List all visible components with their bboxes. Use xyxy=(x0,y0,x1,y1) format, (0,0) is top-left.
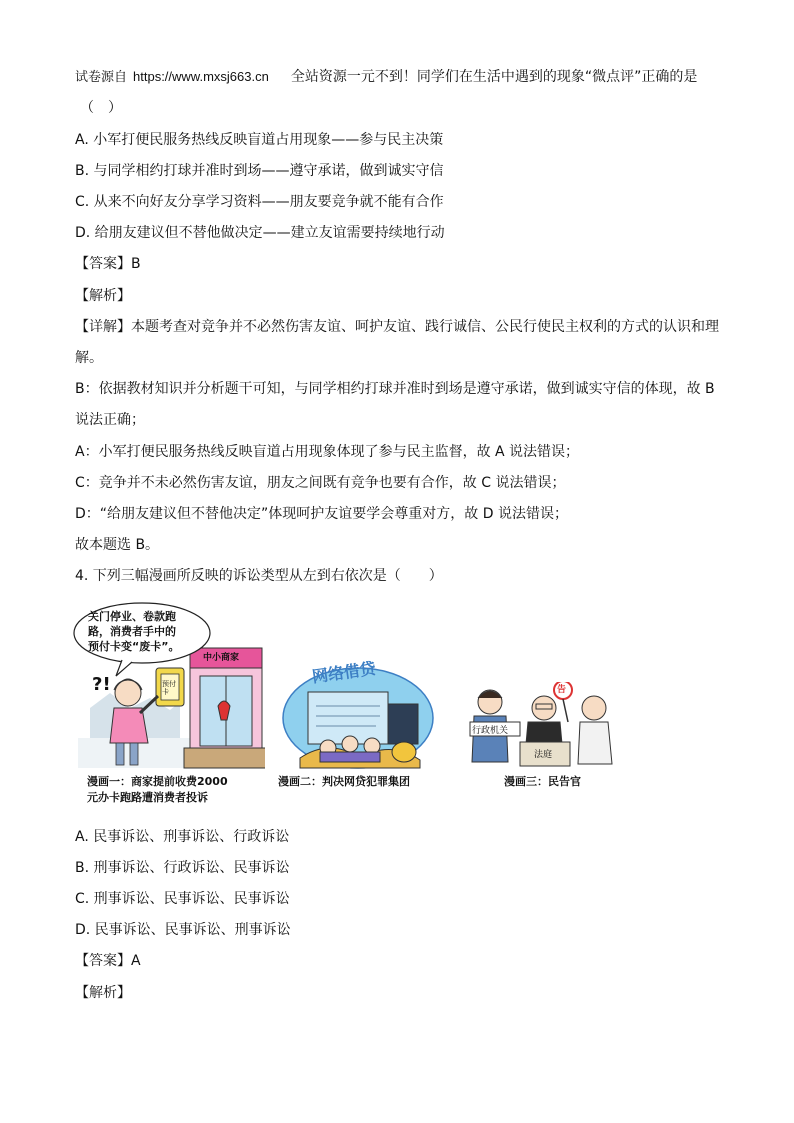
q4-option-c: C. 刑事诉讼、民事诉讼、民事诉讼 xyxy=(75,891,290,907)
comic-one xyxy=(70,598,265,773)
comic-one-bubble-line-2: 路，消费者手中的 xyxy=(88,625,176,638)
comic-one-bubble-line-3: 预付卡变“废卡”。 xyxy=(88,640,180,653)
q3-explain-c: C：竞争并不未必然伤害友谊，朋友之间既有竞争也要有合作，故 C 说法错误； xyxy=(75,475,566,491)
q3-detail-line-2: 解。 xyxy=(75,350,103,366)
q3-explain-d: D：“给朋友建议但不替他决定”体现呵护友谊要学会尊重对方，故 D 说法错误； xyxy=(75,506,568,522)
q4-option-b: B. 刑事诉讼、行政诉讼、民事诉讼 xyxy=(75,860,290,876)
q4-option-a: A. 民事诉讼、刑事诉讼、行政诉讼 xyxy=(75,829,290,845)
q3-detail-line-1: 【详解】本题考查对竞争并不必然伤害友谊、呵护友谊、践行诚信、公民行使民主权利的方式的认识和理 xyxy=(75,319,719,335)
q3-explain-b-1: B：依据教材知识并分析题干可知，与同学相约打球并准时到场是遵守承诺，做到诚实守信的体现，故 B xyxy=(75,381,715,397)
q4-answer: 【答案】A xyxy=(75,953,141,969)
q4-analysis-label: 【解析】 xyxy=(75,985,131,1001)
comic-three-court: 法庭 xyxy=(534,750,553,760)
question-4-stem: 4. 下列三幅漫画所反映的诉讼类型从左到右依次是（ ） xyxy=(75,568,443,584)
q4-option-d: D. 民事诉讼、民事诉讼、刑事诉讼 xyxy=(75,922,291,938)
comic-three-sign: 告 xyxy=(557,685,567,695)
svg-text:?!: ?! xyxy=(92,674,111,695)
q3-option-c: C. 从来不向好友分享学习资料——朋友要竞争就不能有合作 xyxy=(75,194,444,210)
q3-option-a: A. 小军打便民服务热线反映盲道占用现象——参与民主决策 xyxy=(75,132,444,148)
q3-conclusion: 故本题选 B。 xyxy=(75,537,160,553)
q3-option-b: B. 与同学相约打球并准时到场——遵守承诺，做到诚实守信 xyxy=(75,163,444,179)
comic-three xyxy=(468,682,623,772)
comic-three-caption: 漫画三：民告官 xyxy=(504,775,581,788)
comic-one-shop-sign: 中小商家 xyxy=(203,653,240,663)
q3-analysis-label: 【解析】 xyxy=(75,288,131,304)
source-label: 试卷源自 xyxy=(75,70,128,85)
comic-two-caption: 漫画二：判决网贷犯罪集团 xyxy=(278,775,410,788)
q3-explain-a: A：小军打便民服务热线反映盲道占用现象体现了参与民主监督，故 A 说法错误； xyxy=(75,444,580,460)
comic-one-bubble-line-1: 关门停业、卷款跑 xyxy=(88,610,176,623)
comic-two xyxy=(280,660,440,770)
comic-three-label: 行政机关 xyxy=(472,726,509,736)
source-url[interactable]: https://www.mxsj663.cn xyxy=(133,69,269,84)
comic-one-caption-line-1: 漫画一：商家提前收费2000 xyxy=(87,775,228,788)
header-line xyxy=(75,68,697,87)
q3-answer: 【答案】B xyxy=(75,256,141,272)
q3-explain-b-2: 说法正确； xyxy=(75,412,145,428)
comic-one-caption-line-2: 元办卡跑路遭消费者投诉 xyxy=(87,791,208,804)
question-3-blank: （ ） xyxy=(80,100,122,116)
q3-option-d: D. 给朋友建议但不替他做决定——建立友谊需要持续地行动 xyxy=(75,225,445,241)
question-3-stem: 全站资源一元不到！同学们在生活中遇到的现象“微点评”正确的是 xyxy=(290,69,698,85)
comic-two-title: 网络借贷 xyxy=(310,658,377,687)
comic-one-card: 预付卡 xyxy=(162,680,176,696)
